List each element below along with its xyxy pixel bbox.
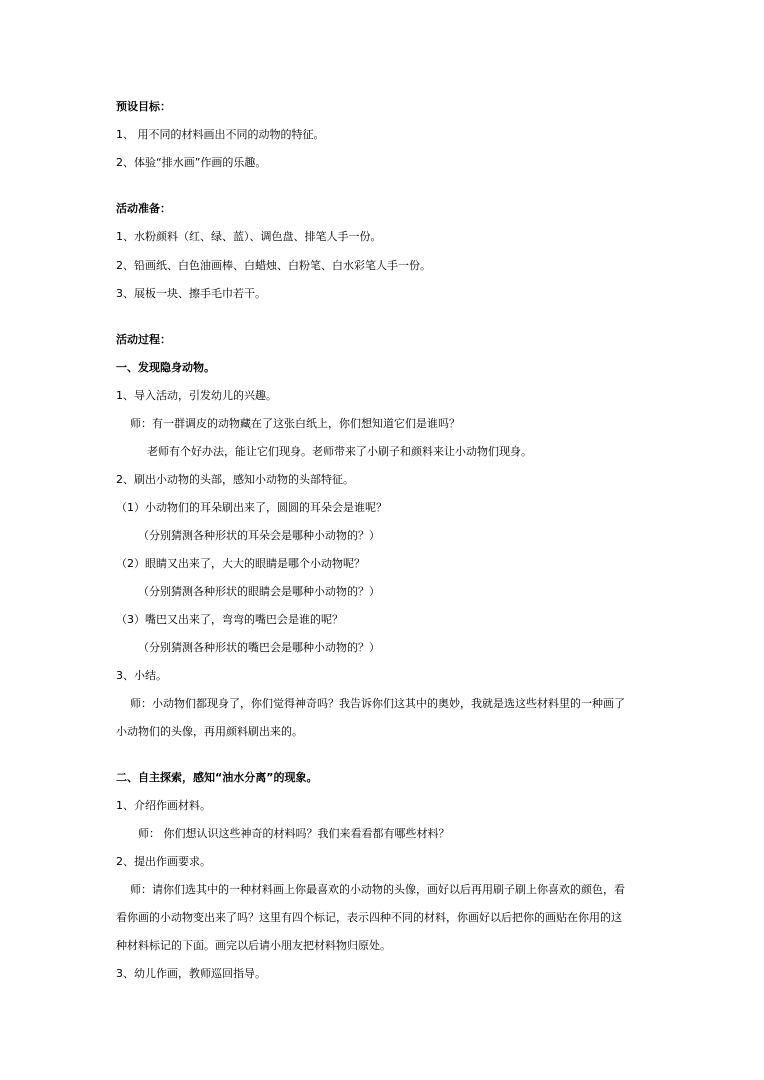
prep-item-3: 3、展板一块、擦手毛巾若干。 [116, 287, 266, 300]
part1-step-1: 1、导入活动，引发幼儿的兴趣。 [116, 389, 277, 402]
teacher-line: 师：有一群调皮的动物藏在了这张白纸上，你们想知道它们是谁吗？ [130, 417, 460, 430]
teacher-line: 老师有个好办法，能让它们现身。老师带来了小刷子和颜料来让小动物们现身。 [147, 445, 532, 458]
part1-step-3: 3、小结。 [116, 669, 167, 682]
teacher-line-cont: 小动物们的头像，再用颜料刷出来的。 [116, 725, 303, 738]
part2-step-2: 2、提出作画要求。 [116, 855, 211, 868]
sub-note-3: （分别猜测各种形状的嘴巴会是哪种小动物的？） [138, 641, 380, 654]
sub-note-2: （分别猜测各种形状的眼睛会是哪种小动物的？） [138, 585, 380, 598]
teacher-line: 师：小动物们都现身了，你们觉得神奇吗？我告诉你们这其中的奥妙，我就是选这些材料里的一种画了 [130, 697, 625, 710]
goal-item-2: 2、体验“排水画”作画的乐趣。 [116, 156, 267, 169]
part2-step-3: 3、幼儿作画，教师巡回指导。 [116, 967, 266, 980]
teacher-line: 师： 你们想认识这些神奇的材料吗？我们来看看都有哪些材料？ [138, 827, 450, 840]
prep-item-1: 1、水粉颜料（红、绿、蓝）、调色盘、排笔人手一份。 [116, 230, 382, 243]
teacher-line-cont: 种材料标记的下面。画完以后请小朋友把材料物归原处。 [116, 939, 391, 952]
process-heading: 活动过程： [116, 333, 171, 346]
sub-item-2: （2）眼睛又出来了，大大的眼睛是哪个小动物呢？ [116, 557, 365, 570]
teacher-line-cont: 看你画的小动物变出来了吗？这里有四个标记，表示四种不同的材料，你画好以后把你的画贴在你用的这 [116, 911, 622, 924]
goal-item-1: 1、 用不同的材料画出不同的动物的特征。 [116, 128, 325, 141]
part2-heading: 二、自主探索，感知“油水分离”的现象。 [116, 771, 318, 784]
teacher-line: 师：请你们选其中的一种材料画上你最喜欢的小动物的头像，画好以后再用刷子刷上你喜欢的颜色，看 [130, 883, 625, 896]
goals-heading: 预设目标： [116, 100, 171, 113]
sub-item-1: （1）小动物们的耳朵刷出来了，圆圆的耳朵会是谁呢？ [116, 501, 387, 514]
part2-step-1: 1、介绍作画材料。 [116, 799, 211, 812]
sub-item-3: （3）嘴巴又出来了，弯弯的嘴巴会是谁的呢？ [116, 613, 343, 626]
part1-heading: 一、发现隐身动物。 [116, 361, 215, 374]
prep-heading: 活动准备： [116, 202, 171, 215]
part1-step-2: 2、刷出小动物的头部，感知小动物的头部特征。 [116, 473, 354, 486]
sub-note-1: （分别猜测各种形状的耳朵会是哪种小动物的？） [138, 529, 380, 542]
prep-item-2: 2、铅画纸、白色油画棒、白蜡烛、白粉笔、白水彩笔人手一份。 [116, 259, 431, 272]
